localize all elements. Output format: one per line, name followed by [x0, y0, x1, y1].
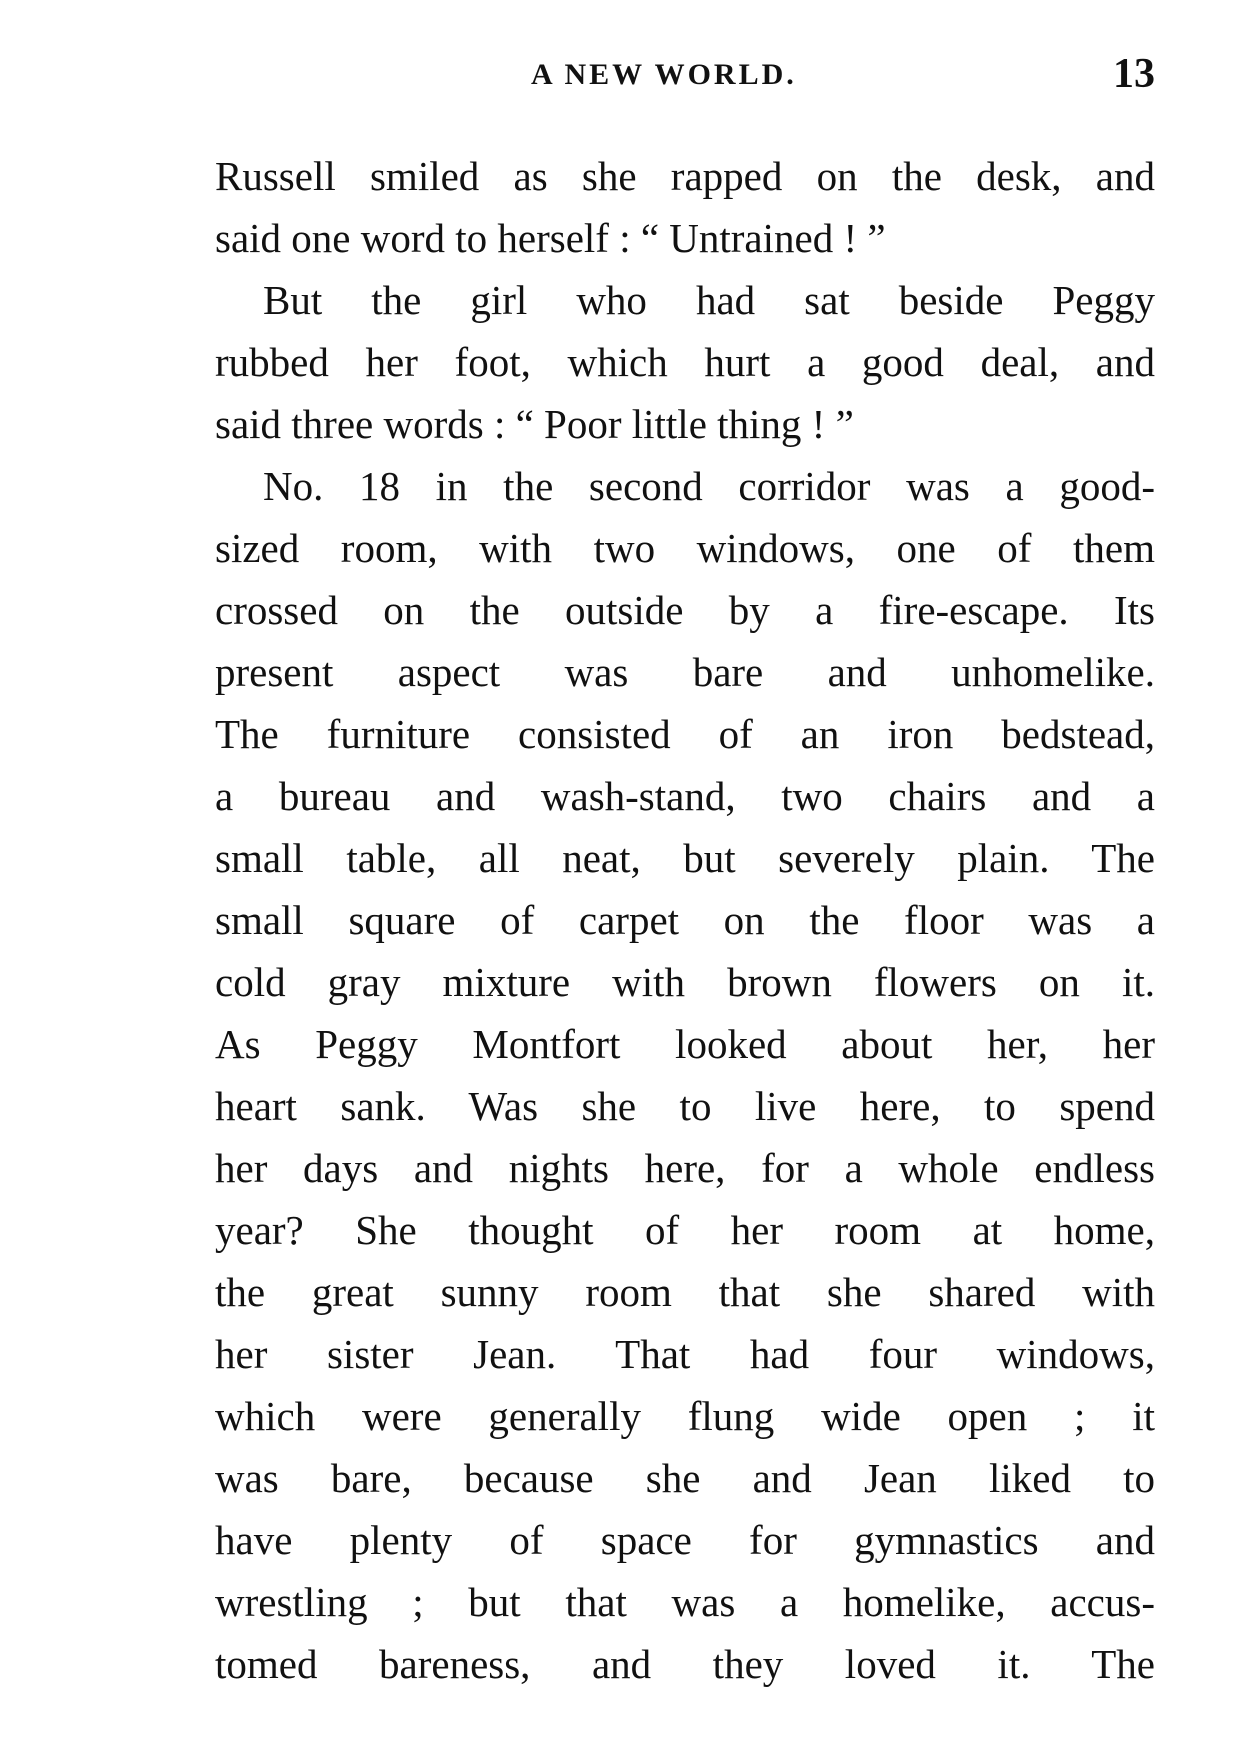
text-line: have plenty of space for gymnastics and: [215, 1517, 1155, 1563]
running-title: A NEW WORLD.: [531, 58, 797, 91]
running-head: [215, 50, 1155, 110]
text-line: cold gray mixture with brown flowers on it.: [215, 959, 1155, 1005]
text-line: the great sunny room that she shared with: [215, 1269, 1155, 1315]
text-line: tomed bareness, and they loved it. The: [215, 1641, 1155, 1687]
text-line: which were generally flung wide open ; it: [215, 1393, 1155, 1439]
text-line: The furniture consisted of an iron bedstead,: [215, 711, 1155, 757]
text-line: was bare, because she and Jean liked to: [215, 1455, 1155, 1501]
text-line: said three words : “ Poor little thing ! ”: [215, 401, 854, 447]
text-line: No. 18 in the second corridor was a good-: [263, 463, 1155, 509]
text-line: her sister Jean. That had four windows,: [215, 1331, 1155, 1377]
text-line: But the girl who had sat beside Peggy: [263, 277, 1155, 323]
text-line: heart sank. Was she to live here, to spend: [215, 1083, 1155, 1129]
text-line: crossed on the outside by a fire-escape. Its: [215, 587, 1155, 633]
text-line: rubbed her foot, which hurt a good deal, and: [215, 339, 1155, 385]
text-line: small table, all neat, but severely plain. The: [215, 835, 1155, 881]
body-text: [215, 145, 1155, 1695]
text-line: year? She thought of her room at home,: [215, 1207, 1155, 1253]
page-number: 13: [1113, 51, 1155, 97]
text-line: sized room, with two windows, one of them: [215, 525, 1155, 571]
text-line: said one word to herself : “ Untrained ! ”: [215, 215, 886, 261]
text-line: As Peggy Montfort looked about her, her: [215, 1021, 1155, 1067]
text-line: wrestling ; but that was a homelike, accus-: [215, 1579, 1155, 1625]
text-line: a bureau and wash-stand, two chairs and a: [215, 773, 1155, 819]
text-line: small square of carpet on the floor was a: [215, 897, 1155, 943]
text-line: her days and nights here, for a whole endless: [215, 1145, 1155, 1191]
text-line: Russell smiled as she rapped on the desk, and: [215, 153, 1155, 199]
text-line: present aspect was bare and unhomelike.: [215, 649, 1155, 695]
